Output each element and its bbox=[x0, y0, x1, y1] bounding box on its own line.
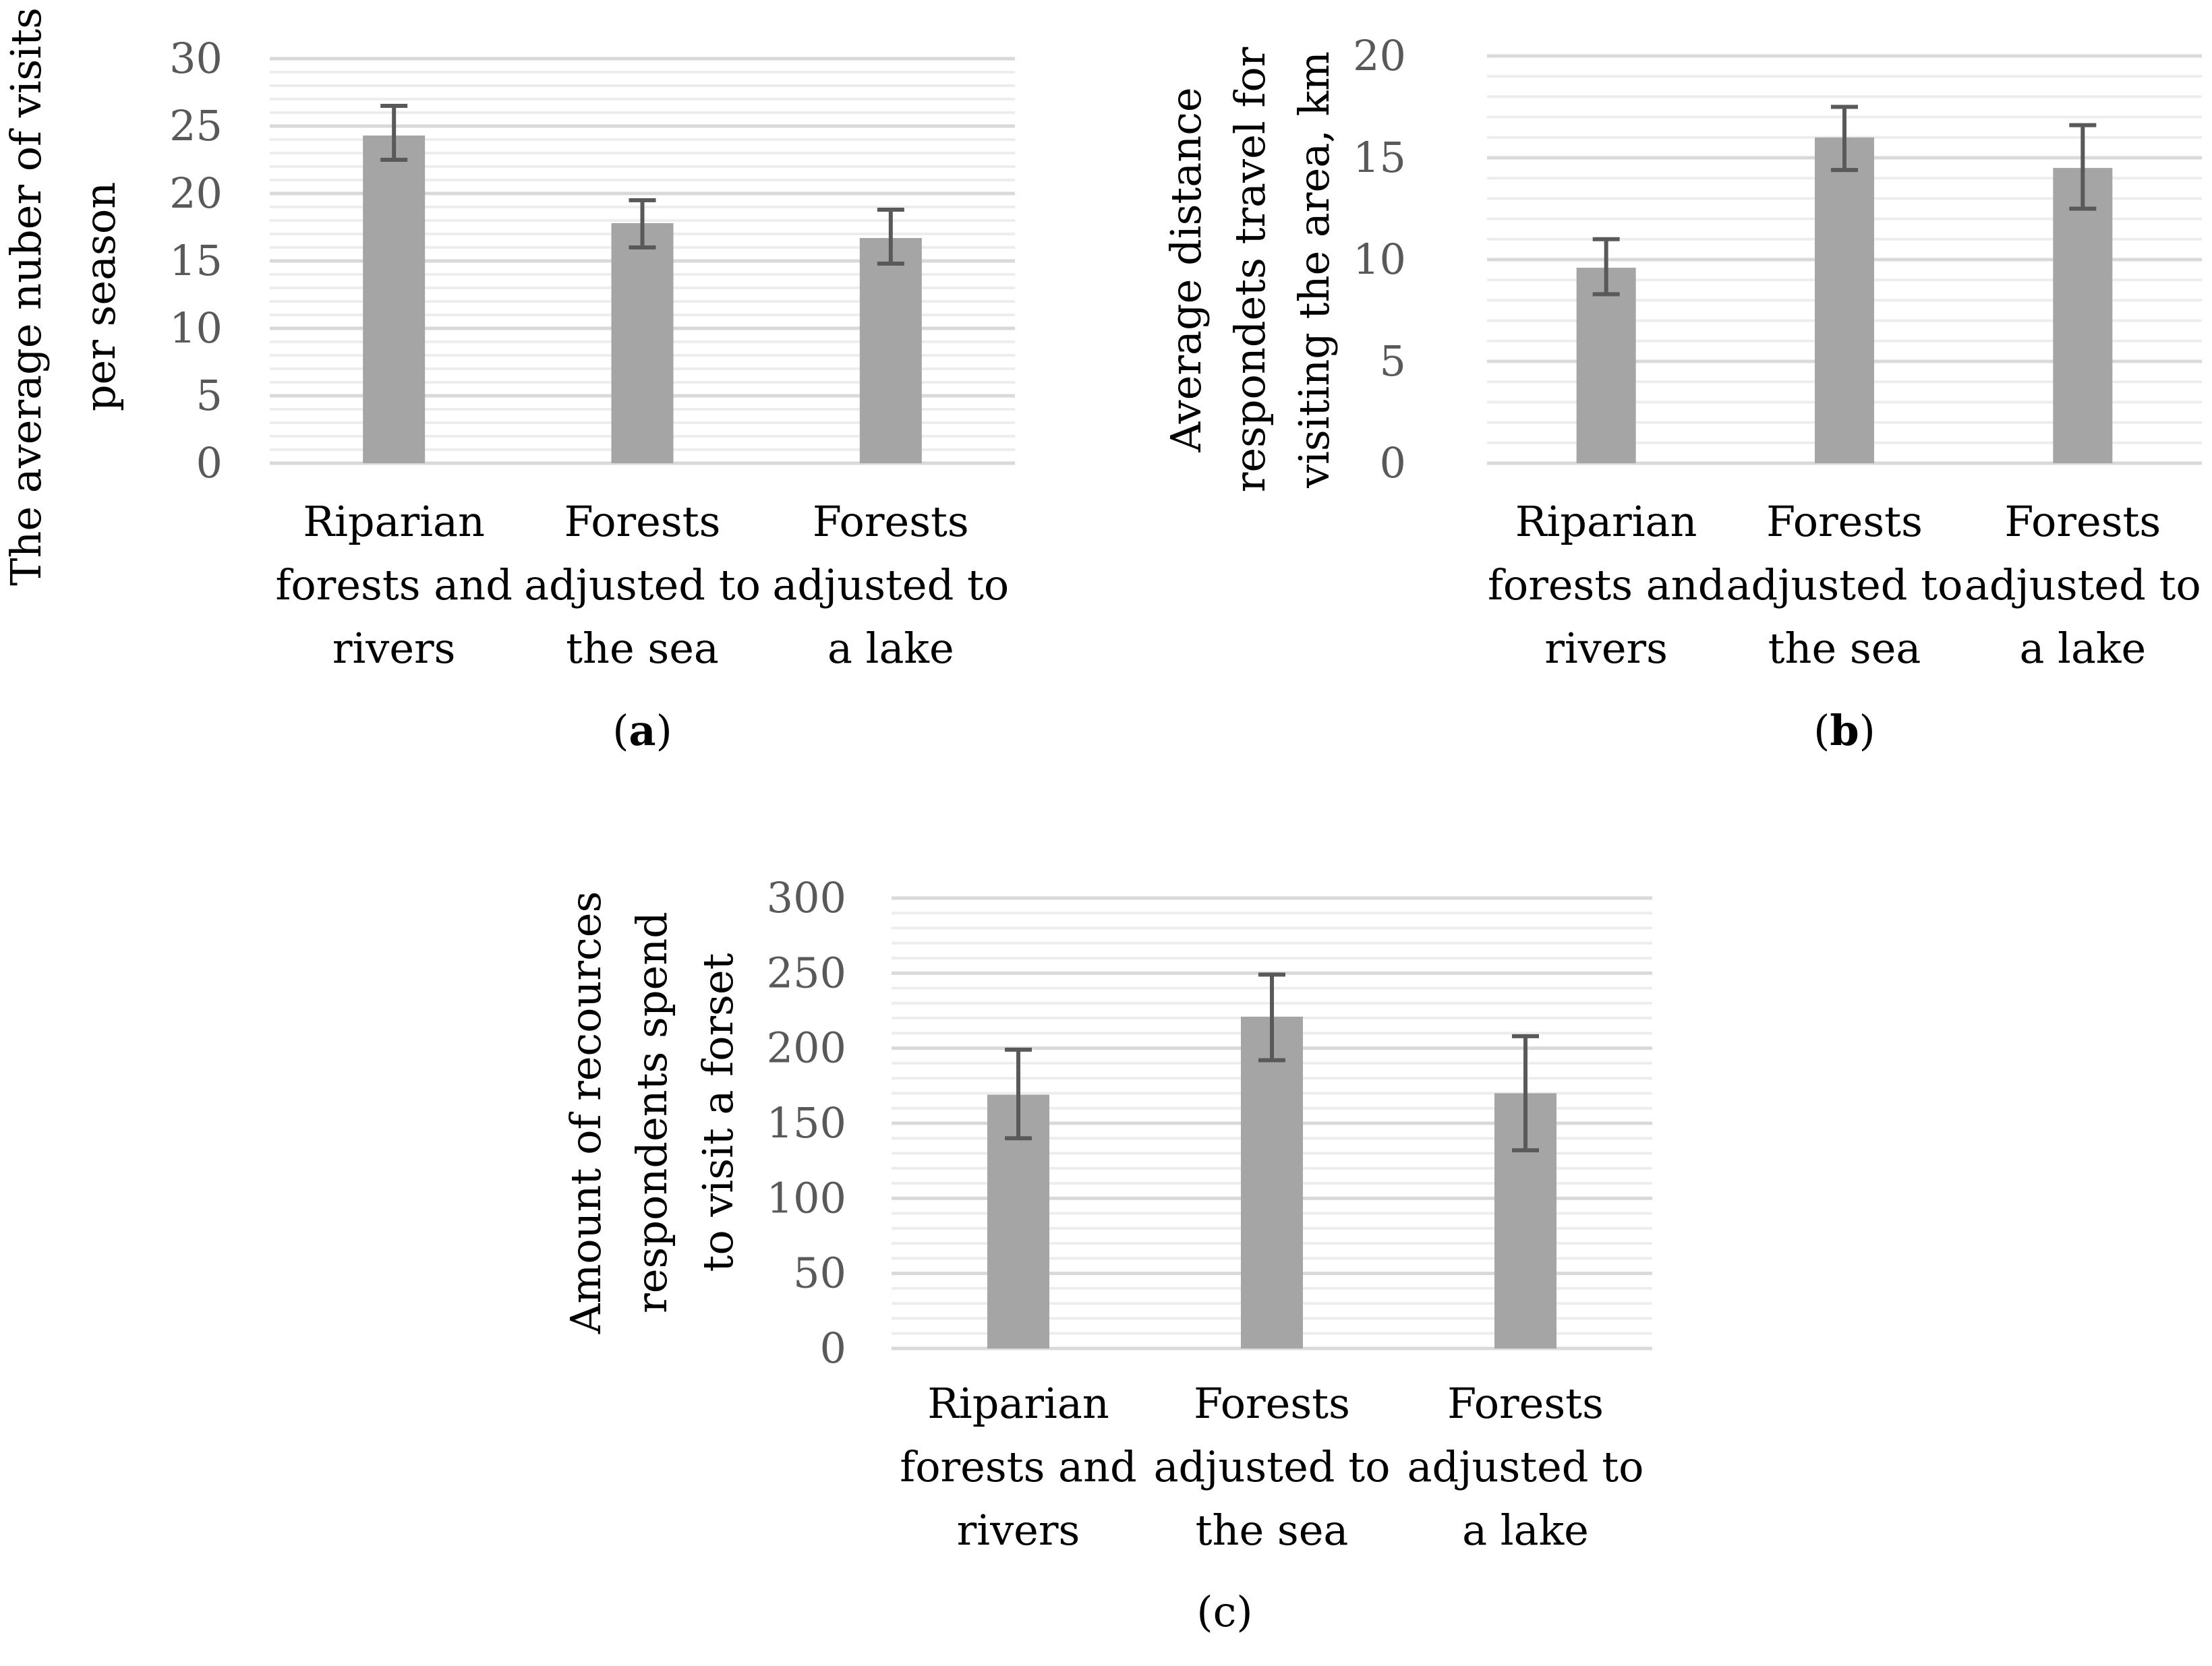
y-tick-label: 10 bbox=[1353, 235, 1406, 284]
x-category-label: Forests adjusted to the sea bbox=[1726, 497, 1963, 673]
bar bbox=[860, 238, 922, 463]
y-axis-label: The average nuber of visits per season bbox=[1, 7, 125, 586]
x-category-label: Forests adjusted to a lake bbox=[1964, 497, 2201, 673]
y-tick-label: 0 bbox=[1379, 438, 1406, 487]
y-tick-label: 5 bbox=[196, 371, 223, 420]
chart-panel-a bbox=[1, 7, 1015, 755]
bar bbox=[1241, 1017, 1303, 1348]
x-category-label: Forests adjusted to the sea bbox=[524, 497, 761, 673]
bar bbox=[2053, 168, 2112, 463]
x-category-label: Forests adjusted to the sea bbox=[1153, 1379, 1391, 1555]
y-tick-label: 50 bbox=[793, 1248, 846, 1298]
chart-panel-c bbox=[561, 873, 1652, 1636]
bar bbox=[1577, 268, 1636, 463]
y-tick-label: 10 bbox=[169, 303, 223, 353]
y-tick-label: 100 bbox=[766, 1173, 846, 1223]
x-category-label: Riparian forests and rivers bbox=[275, 497, 513, 673]
y-axis-label: Amount of recources respondents spend to visit a forset bbox=[561, 891, 743, 1334]
y-tick-label: 15 bbox=[169, 236, 223, 285]
x-category-label: Riparian forests and rivers bbox=[1487, 497, 1725, 673]
y-tick-label: 20 bbox=[1353, 31, 1406, 80]
chart-panel-b bbox=[1161, 31, 2202, 755]
y-tick-label: 200 bbox=[766, 1023, 846, 1073]
y-tick-label: 0 bbox=[819, 1323, 846, 1373]
y-axis-label: Average distance respondets travel for visiting the area, km bbox=[1161, 47, 1339, 493]
y-tick-label: 0 bbox=[196, 438, 223, 487]
bar bbox=[1815, 138, 1874, 463]
y-tick-label: 20 bbox=[169, 169, 223, 218]
y-tick-label: 150 bbox=[766, 1098, 846, 1148]
y-tick-label: 300 bbox=[766, 873, 846, 922]
bar bbox=[363, 136, 425, 463]
bar bbox=[612, 223, 674, 463]
y-tick-label: 30 bbox=[169, 34, 223, 83]
y-tick-label: 25 bbox=[169, 101, 223, 150]
y-tick-label: 5 bbox=[1379, 336, 1406, 386]
y-tick-label: 250 bbox=[766, 948, 846, 998]
panel-label: (c) bbox=[1196, 1587, 1253, 1636]
x-category-label: Forests adjusted to a lake bbox=[1407, 1379, 1644, 1555]
panel-label: (b) bbox=[1813, 706, 1875, 755]
x-category-label: Riparian forests and rivers bbox=[900, 1379, 1137, 1555]
panel-label: (a) bbox=[612, 706, 672, 755]
y-tick-label: 15 bbox=[1353, 133, 1406, 182]
x-category-label: Forests adjusted to a lake bbox=[772, 497, 1010, 673]
